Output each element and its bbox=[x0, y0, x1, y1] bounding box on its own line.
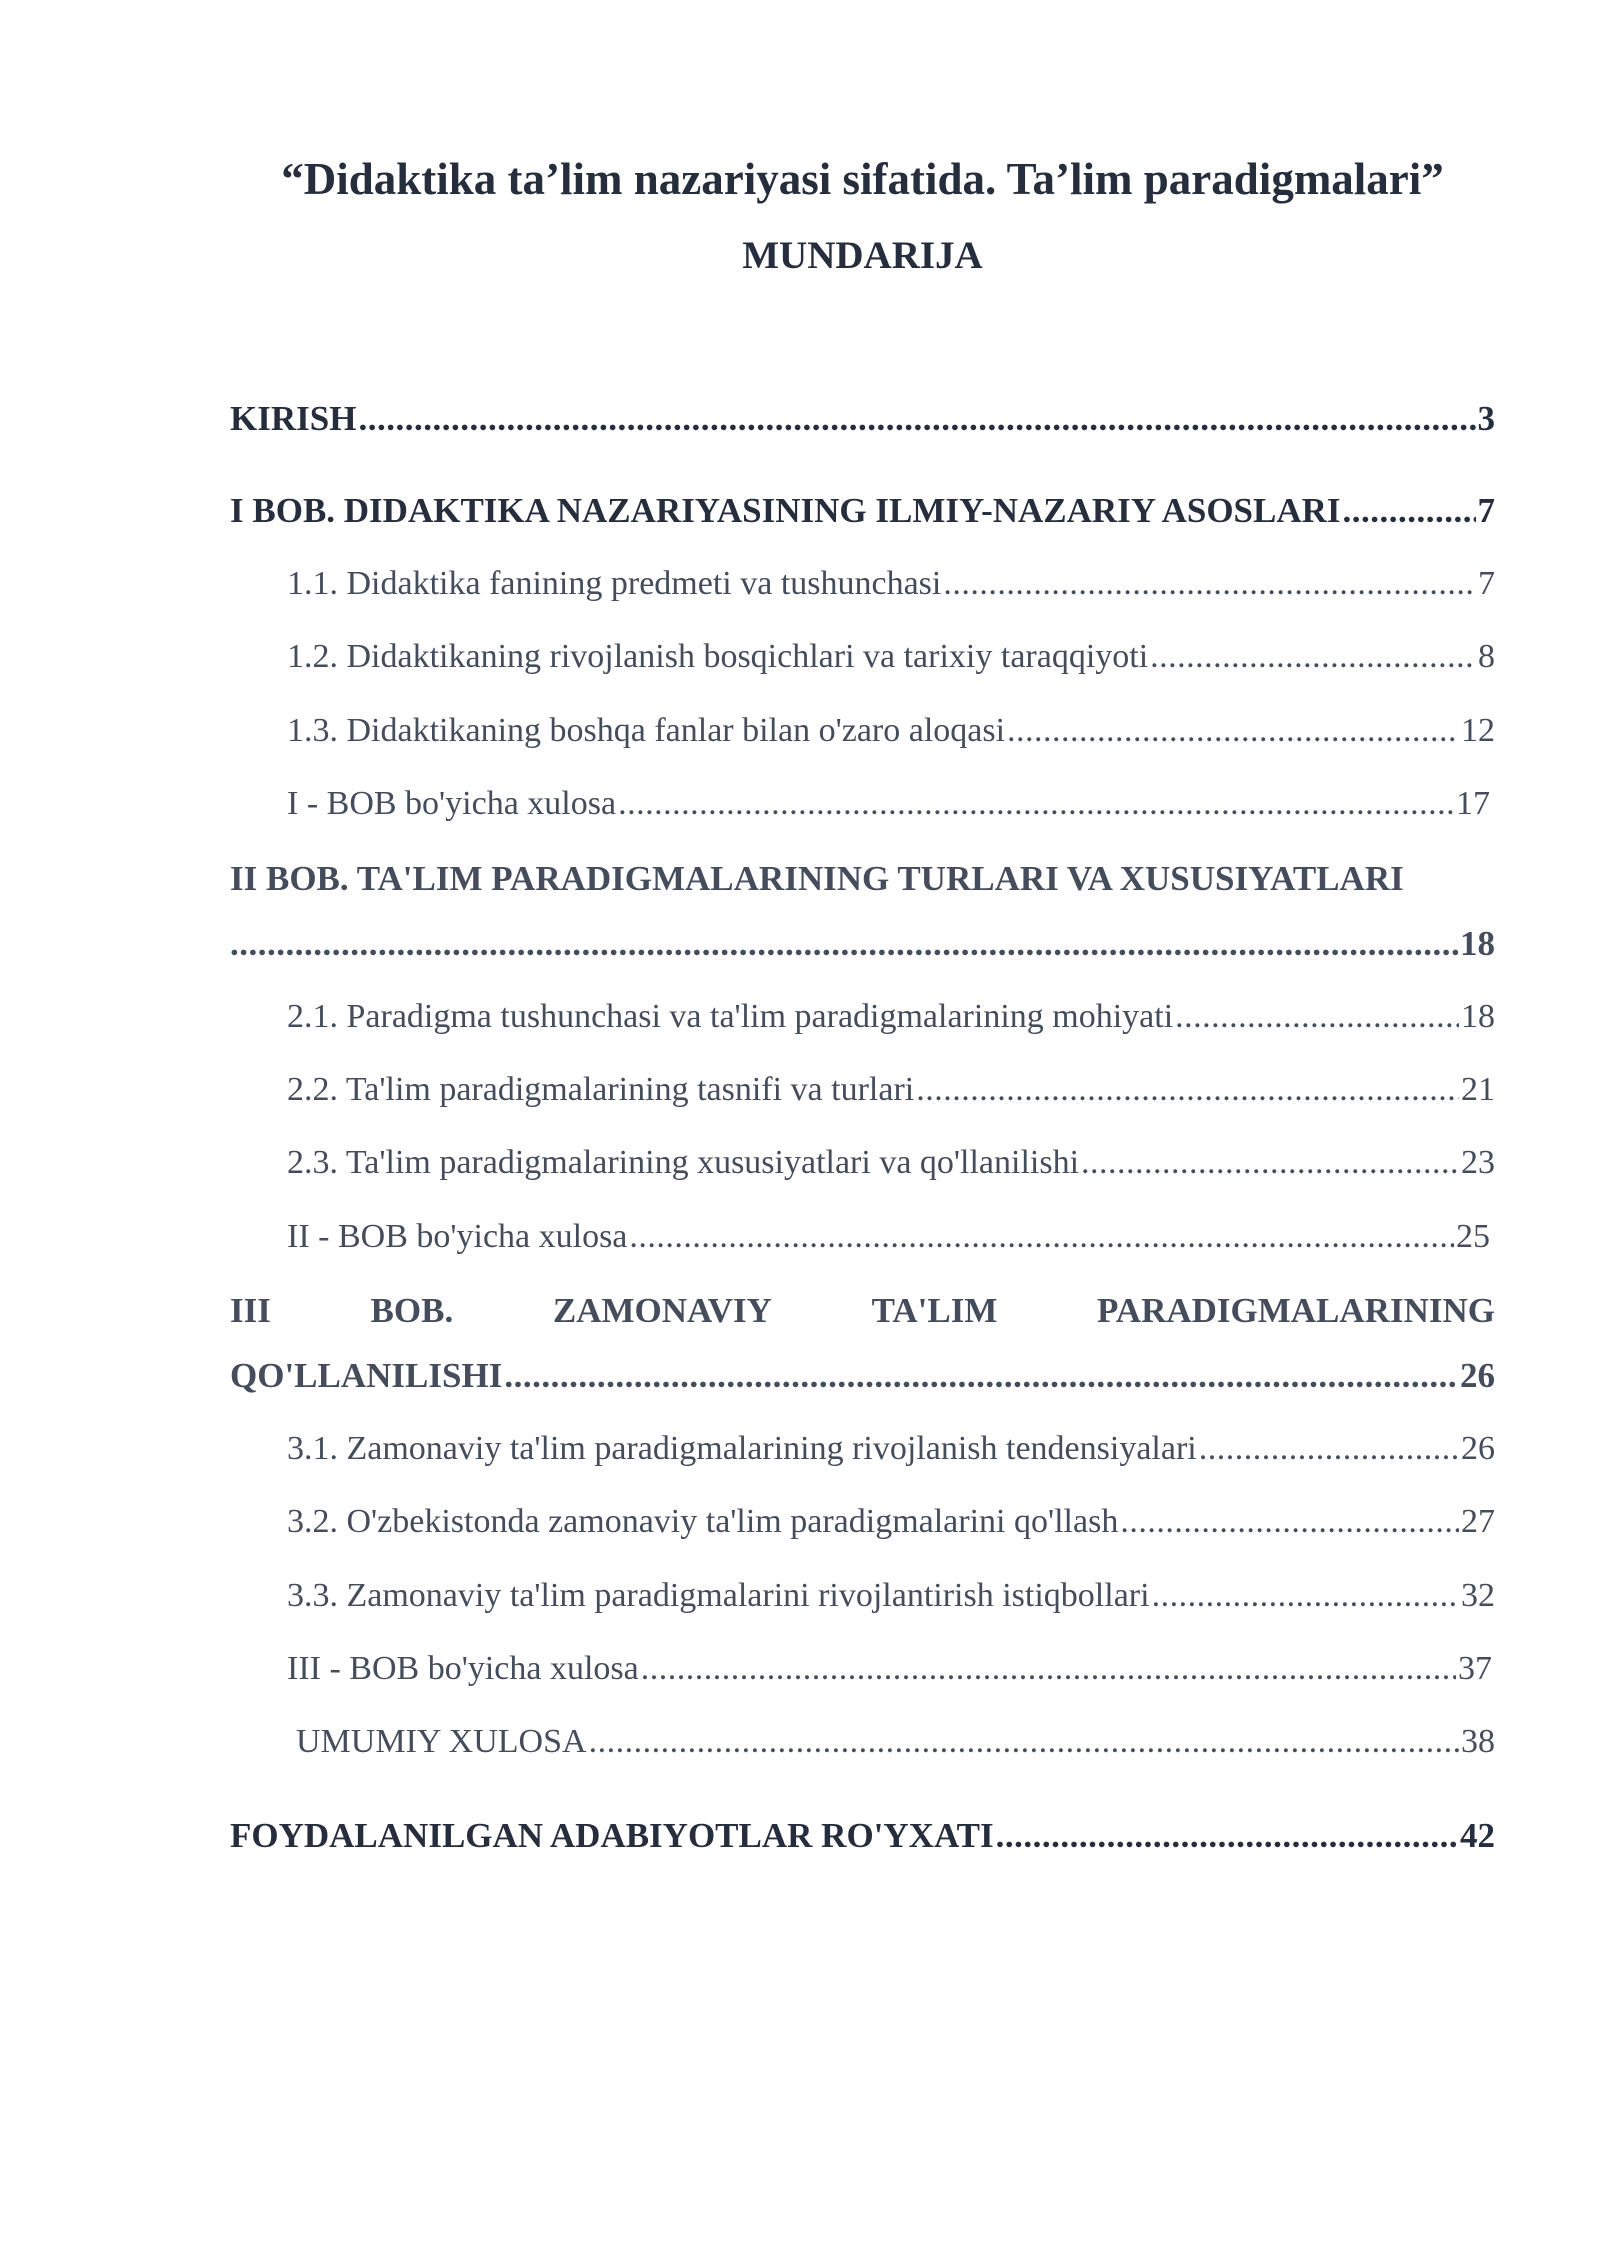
toc-entry-label: II - BOB bo'yicha xulosa bbox=[287, 1218, 628, 1255]
toc-entry-page: 8 bbox=[1478, 638, 1495, 675]
toc-entry-label: 3.3. Zamonaviy ta'lim paradigmalarini rivojlantirish istiqbollari bbox=[287, 1577, 1150, 1614]
toc-entry-1-3[interactable] bbox=[287, 711, 1495, 752]
toc-entry-chapter-3-line1[interactable] bbox=[230, 1290, 1495, 1332]
toc-entry-page: 26 bbox=[1460, 1356, 1495, 1395]
dot-leader bbox=[1081, 1143, 1459, 1184]
toc-word: III bbox=[230, 1291, 271, 1330]
toc-entry-3-1[interactable] bbox=[287, 1429, 1495, 1470]
toc-entry-page: 26 bbox=[1461, 1430, 1495, 1467]
dot-leader bbox=[504, 1355, 1458, 1397]
toc-entry-1-summary[interactable] bbox=[287, 784, 1490, 825]
toc-entry-2-1[interactable] bbox=[287, 997, 1495, 1038]
dot-leader bbox=[996, 1815, 1458, 1857]
dot-leader bbox=[1007, 711, 1459, 752]
toc-entry-label: QO'LLANILISHI bbox=[230, 1356, 503, 1395]
toc-word: BOB. bbox=[370, 1291, 454, 1330]
toc-entry-label: II BOB. TA'LIM PARADIGMALARINING TURLARI VA XUSUSIYATLARI bbox=[230, 859, 1404, 898]
toc-entry-page: 38 bbox=[1461, 1723, 1495, 1760]
toc-entry-2-summary[interactable] bbox=[287, 1217, 1490, 1258]
toc-entry-label: 1.1. Didaktika fanining predmeti va tushunchasi bbox=[287, 565, 942, 602]
dot-leader bbox=[916, 1070, 1459, 1111]
dot-leader bbox=[358, 398, 1475, 440]
toc-entry-chapter-2-line1[interactable] bbox=[230, 858, 1495, 900]
dot-leader bbox=[1150, 637, 1476, 678]
toc-entry-3-3[interactable] bbox=[287, 1576, 1495, 1617]
dot-leader bbox=[943, 564, 1476, 605]
toc-entry-2-3[interactable] bbox=[287, 1143, 1495, 1184]
toc-entry-label: KIRISH bbox=[230, 399, 357, 438]
toc-entry-label: 1.3. Didaktikaning boshqa fanlar bilan o'zaro aloqasi bbox=[287, 712, 1006, 749]
toc-entry-chapter-3-line2[interactable] bbox=[230, 1355, 1495, 1397]
toc-entry-page: 23 bbox=[1461, 1144, 1495, 1181]
dot-leader bbox=[629, 1217, 1454, 1258]
toc-heading: MUNDARIJA bbox=[742, 234, 983, 277]
document-title: “Didaktika ta’lim nazariyasi sifatida. Ta’lim paradigmalari” bbox=[281, 154, 1444, 204]
toc-word: ZAMONAVIY bbox=[552, 1291, 772, 1330]
dot-leader bbox=[618, 784, 1454, 825]
toc-entry-label: 3.1. Zamonaviy ta'lim paradigmalarining rivojlanish tendensiyalari bbox=[287, 1430, 1197, 1467]
toc-entry-page: 42 bbox=[1460, 1816, 1495, 1855]
toc-entry-references[interactable] bbox=[230, 1815, 1495, 1857]
toc-entry-page: 7 bbox=[1478, 565, 1495, 602]
toc-entry-3-2[interactable] bbox=[287, 1502, 1495, 1543]
toc-word: PARADIGMALARINING bbox=[1097, 1291, 1495, 1330]
toc-entry-label: 3.2. O'zbekistonda zamonaviy ta'lim paradigmalarini qo'llash bbox=[287, 1503, 1119, 1540]
toc-entry-chapter-2-line2[interactable] bbox=[230, 923, 1495, 965]
toc-entry-page: 32 bbox=[1461, 1577, 1495, 1614]
toc-entry-2-2[interactable] bbox=[287, 1070, 1495, 1111]
dot-leader bbox=[1343, 490, 1476, 532]
toc-entry-page: 17 bbox=[1456, 785, 1490, 822]
toc-entry-page: 12 bbox=[1461, 712, 1495, 749]
toc-entry-page: 18 bbox=[1460, 924, 1495, 963]
toc-word: TA'LIM bbox=[871, 1291, 998, 1330]
dot-leader bbox=[1152, 1576, 1459, 1617]
toc-entry-page: 21 bbox=[1461, 1071, 1495, 1108]
toc-entry-page: 7 bbox=[1477, 491, 1495, 530]
dot-leader bbox=[1120, 1502, 1459, 1543]
dot-leader bbox=[589, 1722, 1459, 1763]
toc-entry-intro[interactable] bbox=[230, 398, 1495, 440]
toc-entry-page: 18 bbox=[1461, 998, 1495, 1035]
toc-entry-page: 3 bbox=[1477, 399, 1495, 438]
toc-entry-1-1[interactable] bbox=[287, 564, 1495, 605]
toc-entry-label: I - BOB bo'yicha xulosa bbox=[287, 785, 617, 822]
toc-entry-1-2[interactable] bbox=[287, 637, 1495, 678]
toc-entry-label: 2.1. Paradigma tushunchasi va ta'lim paradigmalarining mohiyati bbox=[287, 998, 1174, 1035]
toc-entry-conclusion[interactable] bbox=[296, 1722, 1495, 1763]
dot-leader bbox=[230, 923, 1458, 965]
dot-leader bbox=[641, 1649, 1456, 1690]
toc-entry-3-summary[interactable] bbox=[287, 1649, 1492, 1690]
toc-entry-label: FOYDALANILGAN ADABIYOTLAR RO'YXATI bbox=[230, 1816, 994, 1855]
toc-entry-page: 37 bbox=[1458, 1650, 1492, 1687]
toc-entry-page: 25 bbox=[1456, 1218, 1490, 1255]
toc-entry-label: 1.2. Didaktikaning rivojlanish bosqichlari va tarixiy taraqqiyoti bbox=[287, 638, 1149, 675]
toc-entry-label: 2.2. Ta'lim paradigmalarining tasnifi va turlari bbox=[287, 1071, 915, 1108]
dot-leader bbox=[1199, 1429, 1459, 1470]
toc-entry-label: 2.3. Ta'lim paradigmalarining xususiyatlari va qo'llanilishi bbox=[287, 1144, 1080, 1181]
toc-entry-label: UMUMIY XULOSA bbox=[296, 1723, 587, 1760]
dot-leader bbox=[1175, 997, 1459, 1038]
toc-entry-chapter-1[interactable] bbox=[230, 490, 1495, 532]
toc-entry-page: 27 bbox=[1461, 1503, 1495, 1540]
toc-entry-label: III - BOB bo'yicha xulosa bbox=[287, 1650, 639, 1687]
toc-entry-label: I BOB. DIDAKTIKA NAZARIYASINING ILMIY-NAZARIY ASOSLARI bbox=[230, 491, 1341, 530]
